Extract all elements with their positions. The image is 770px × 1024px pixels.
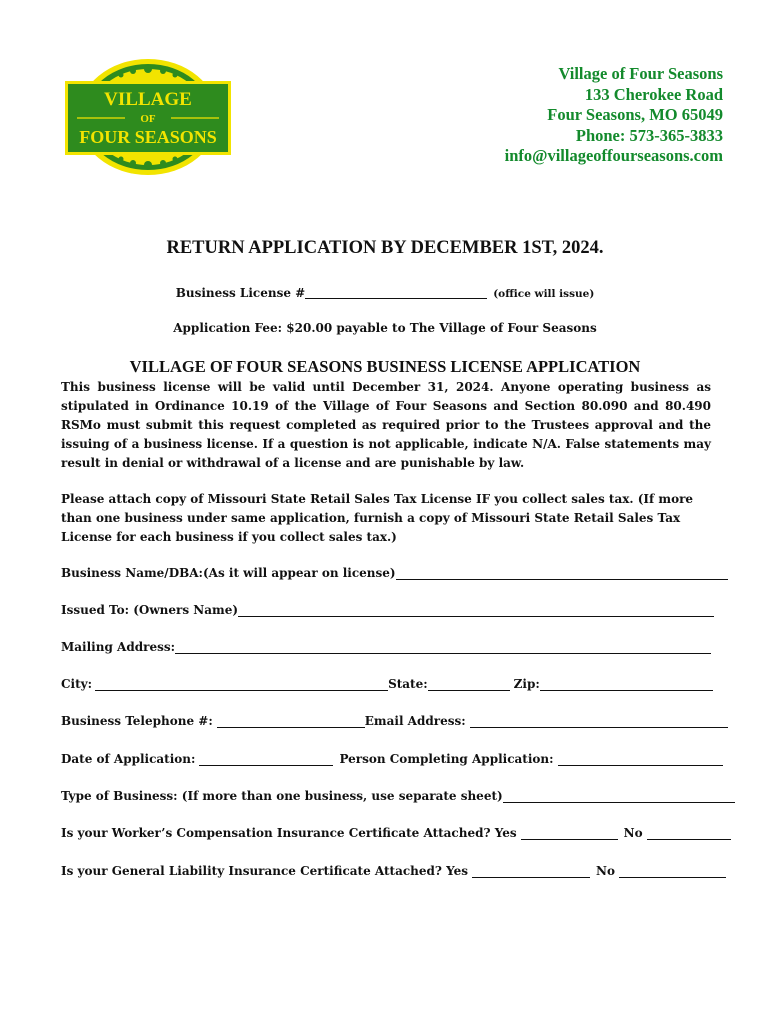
- state-label: State:: [388, 677, 428, 691]
- business-type-input[interactable]: [503, 789, 735, 803]
- date-label: Date of Application:: [61, 752, 196, 766]
- issued-to-field: [61, 603, 714, 617]
- email-label: Email Address:: [364, 714, 466, 728]
- business-name-field: [61, 566, 728, 580]
- application-title: VILLAGE OF FOUR SEASONS BUSINESS LICENSE APPLICATION: [129, 357, 641, 376]
- workers-comp-no-label: No: [623, 826, 643, 840]
- workers-comp-no-input[interactable]: [647, 826, 731, 840]
- telephone-label: Business Telephone #:: [61, 714, 213, 728]
- telephone-email-field: [61, 714, 728, 728]
- mailing-address-field: [61, 640, 711, 654]
- person-label: Person Completing Application:: [339, 752, 554, 766]
- city-state-zip-field: [61, 677, 713, 691]
- state-input[interactable]: [428, 677, 510, 691]
- validity-paragraph: This business license will be valid until December 31, 2024. Anyone operating business as stipulated in Ordinance 10.19 of the Village of Four Seasons and Section 80.090 and 80.490 RSMo must submit this request completed as required prior to the Trustees approval and the issuing of a business license. If a question is not applicable, indicate N/A. False statements may result in denial or withdrawal of a license and are punishable by law.: [61, 380, 711, 470]
- license-number-blank: [305, 287, 487, 299]
- date-person-field: [61, 752, 723, 766]
- street-address: 133 Cherokee Road: [584, 84, 723, 104]
- phone-number: Phone: 573-365-3833: [575, 125, 723, 145]
- zip-label: Zip:: [513, 677, 540, 691]
- business-license-number-line: [0, 286, 770, 300]
- logo-text-four-seasons: FOUR SEASONS: [79, 127, 217, 147]
- address-block: [505, 64, 723, 167]
- city-input[interactable]: [95, 677, 388, 691]
- city-state-zip: Four Seasons, MO 65049: [547, 105, 723, 124]
- org-name: Village of Four Seasons: [558, 64, 723, 83]
- workers-comp-field: [61, 826, 731, 840]
- person-input[interactable]: [558, 752, 723, 766]
- city-label: City:: [61, 677, 93, 691]
- issued-to-label: Issued To: (Owners Name): [61, 603, 239, 617]
- mailing-address-label: Mailing Address:: [61, 640, 176, 654]
- telephone-input[interactable]: [217, 714, 365, 728]
- business-type-field: [61, 789, 735, 803]
- liability-no-label: No: [596, 864, 616, 878]
- liability-yes-input[interactable]: [472, 864, 590, 878]
- email-input[interactable]: [470, 714, 728, 728]
- mailing-address-input[interactable]: [175, 640, 711, 654]
- liability-field: [61, 864, 726, 878]
- liability-label: Is your General Liability Insurance Certificate Attached? Yes: [61, 864, 469, 878]
- sales-tax-paragraph: Please attach copy of Missouri State Retail Sales Tax License IF you collect sales tax. (If more than one business under same application, furnish a copy of Missouri State Retail Sales Tax License for each business if you collect sales tax.): [61, 492, 694, 544]
- zip-input[interactable]: [540, 677, 713, 691]
- application-fee-line: Application Fee: $20.00 payable to The Village of Four Seasons: [173, 321, 597, 335]
- issued-to-input[interactable]: [238, 603, 714, 617]
- business-name-input[interactable]: [396, 566, 728, 580]
- business-type-label: Type of Business: (If more than one business, use separate sheet): [61, 789, 503, 803]
- business-name-label: Business Name/DBA:(As it will appear on license): [61, 566, 396, 580]
- email-address[interactable]: info@villageoffourseasons.com: [504, 146, 723, 165]
- license-label: Business License #: [175, 286, 306, 300]
- date-input[interactable]: [199, 752, 333, 766]
- logo-text-village: VILLAGE: [104, 89, 192, 110]
- village-logo: [63, 57, 233, 177]
- return-deadline-title: RETURN APPLICATION BY DECEMBER 1ST, 2024.: [166, 238, 604, 258]
- license-note: (office will issue): [493, 288, 595, 300]
- logo-text-of: OF: [140, 113, 156, 125]
- liability-no-input[interactable]: [619, 864, 726, 878]
- workers-comp-label: Is your Worker’s Compensation Insurance Certificate Attached? Yes: [61, 826, 517, 840]
- village-logo-graphic: [63, 57, 233, 177]
- workers-comp-yes-input[interactable]: [521, 826, 618, 840]
